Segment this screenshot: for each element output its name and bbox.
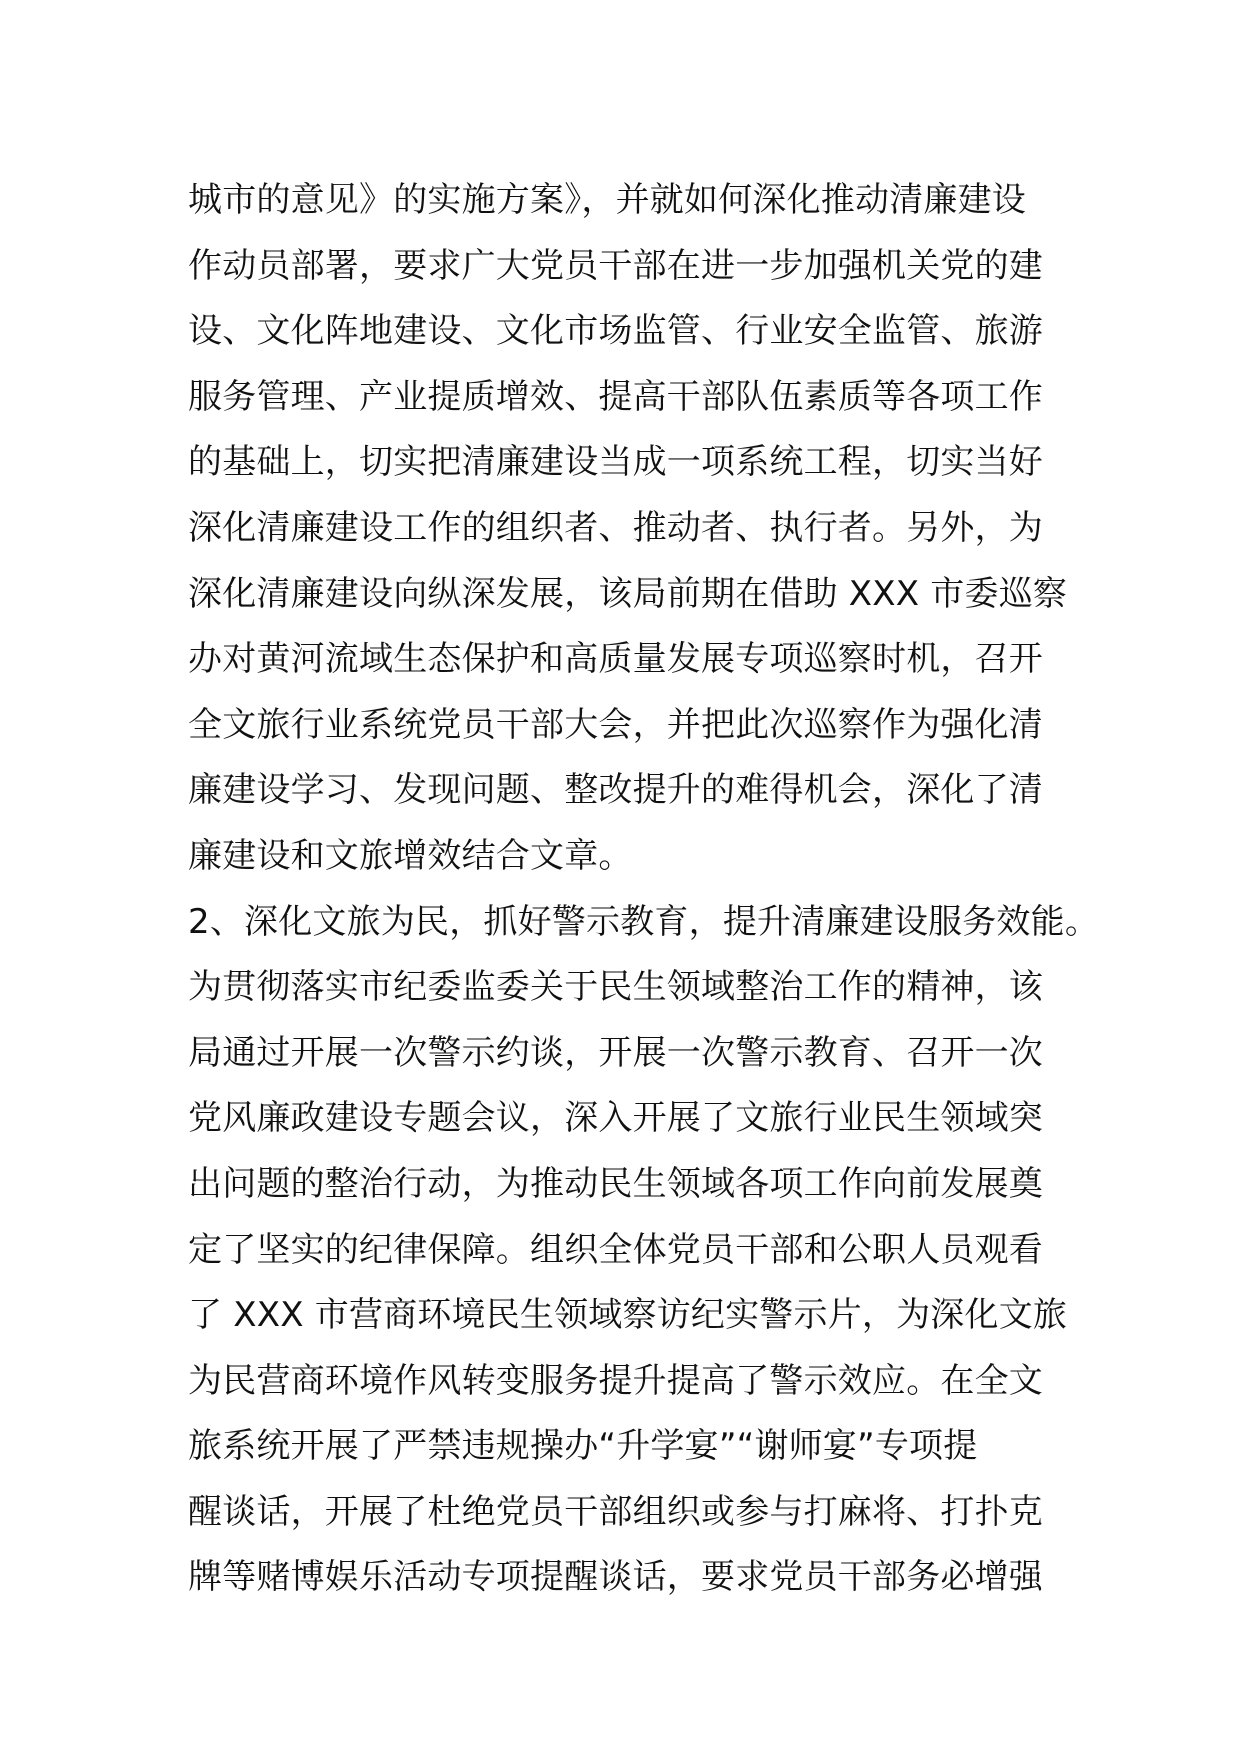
text-line: 醒谈话，开展了杜绝党员干部组织或参与打麻将、打扑克 xyxy=(188,1491,1043,1532)
text-line: 城市的意见》的实施方案》，并就如何深化推动清廉建设 xyxy=(188,180,1026,220)
text-line: 廉建设和文旅增效结合文章。 xyxy=(188,835,633,876)
text-line: 旅系统开展了严禁违规操办“升学宴”“谢师宴”专项提 xyxy=(188,1426,978,1467)
text-line: 定了坚实的纪律保障。组织全体党员干部和公职人员观看 xyxy=(188,1229,1043,1270)
text-line: 深化清廉建设向纵深发展，该局前期在借助 XXX 市委巡察 xyxy=(188,573,1068,614)
text-line: 全文旅行业系统党员干部大会，并把此次巡察作为强化清 xyxy=(188,704,1043,745)
text-line: 出问题的整治行动，为推动民生领域各项工作向前发展奠 xyxy=(188,1163,1043,1204)
text-line: 了 XXX 市营商环境民生领域察访纪实警示片，为深化文旅 xyxy=(188,1295,1068,1336)
text-line: 的基础上，切实把清廉建设当成一项系统工程，切实当好 xyxy=(188,442,1043,483)
text-line: 为民营商环境作风转变服务提升提高了警示效应。在全文 xyxy=(188,1360,1043,1401)
section-heading: 2、深化文旅为民，抓好警示教育，提升清廉建设服务效能。 xyxy=(188,901,1100,942)
text-line: 作动员部署，要求广大党员干部在进一步加强机关党的建 xyxy=(188,245,1043,286)
text-line: 廉建设学习、发现问题、整改提升的难得机会，深化了清 xyxy=(188,770,1043,811)
text-line: 服务管理、产业提质增效、提高干部队伍素质等各项工作 xyxy=(188,376,1043,417)
text-line: 党风廉政建设专题会议，深入开展了文旅行业民生领域突 xyxy=(188,1098,1043,1139)
document-body xyxy=(188,168,1100,1611)
text-line: 深化清廉建设工作的组织者、推动者、执行者。另外，为 xyxy=(188,507,1043,548)
text-line: 办对黄河流域生态保护和高质量发展专项巡察时机，召开 xyxy=(188,639,1043,680)
text-line: 为贯彻落实市纪委监委关于民生领域整治工作的精神，该 xyxy=(188,967,1043,1008)
text-line: 局通过开展一次警示约谈，开展一次警示教育、召开一次 xyxy=(188,1032,1043,1073)
text-line: 设、文化阵地建设、文化市场监管、行业安全监管、旅游 xyxy=(188,311,1043,352)
text-line: 牌等赌博娱乐活动专项提醒谈话，要求党员干部务必增强 xyxy=(188,1557,1043,1598)
